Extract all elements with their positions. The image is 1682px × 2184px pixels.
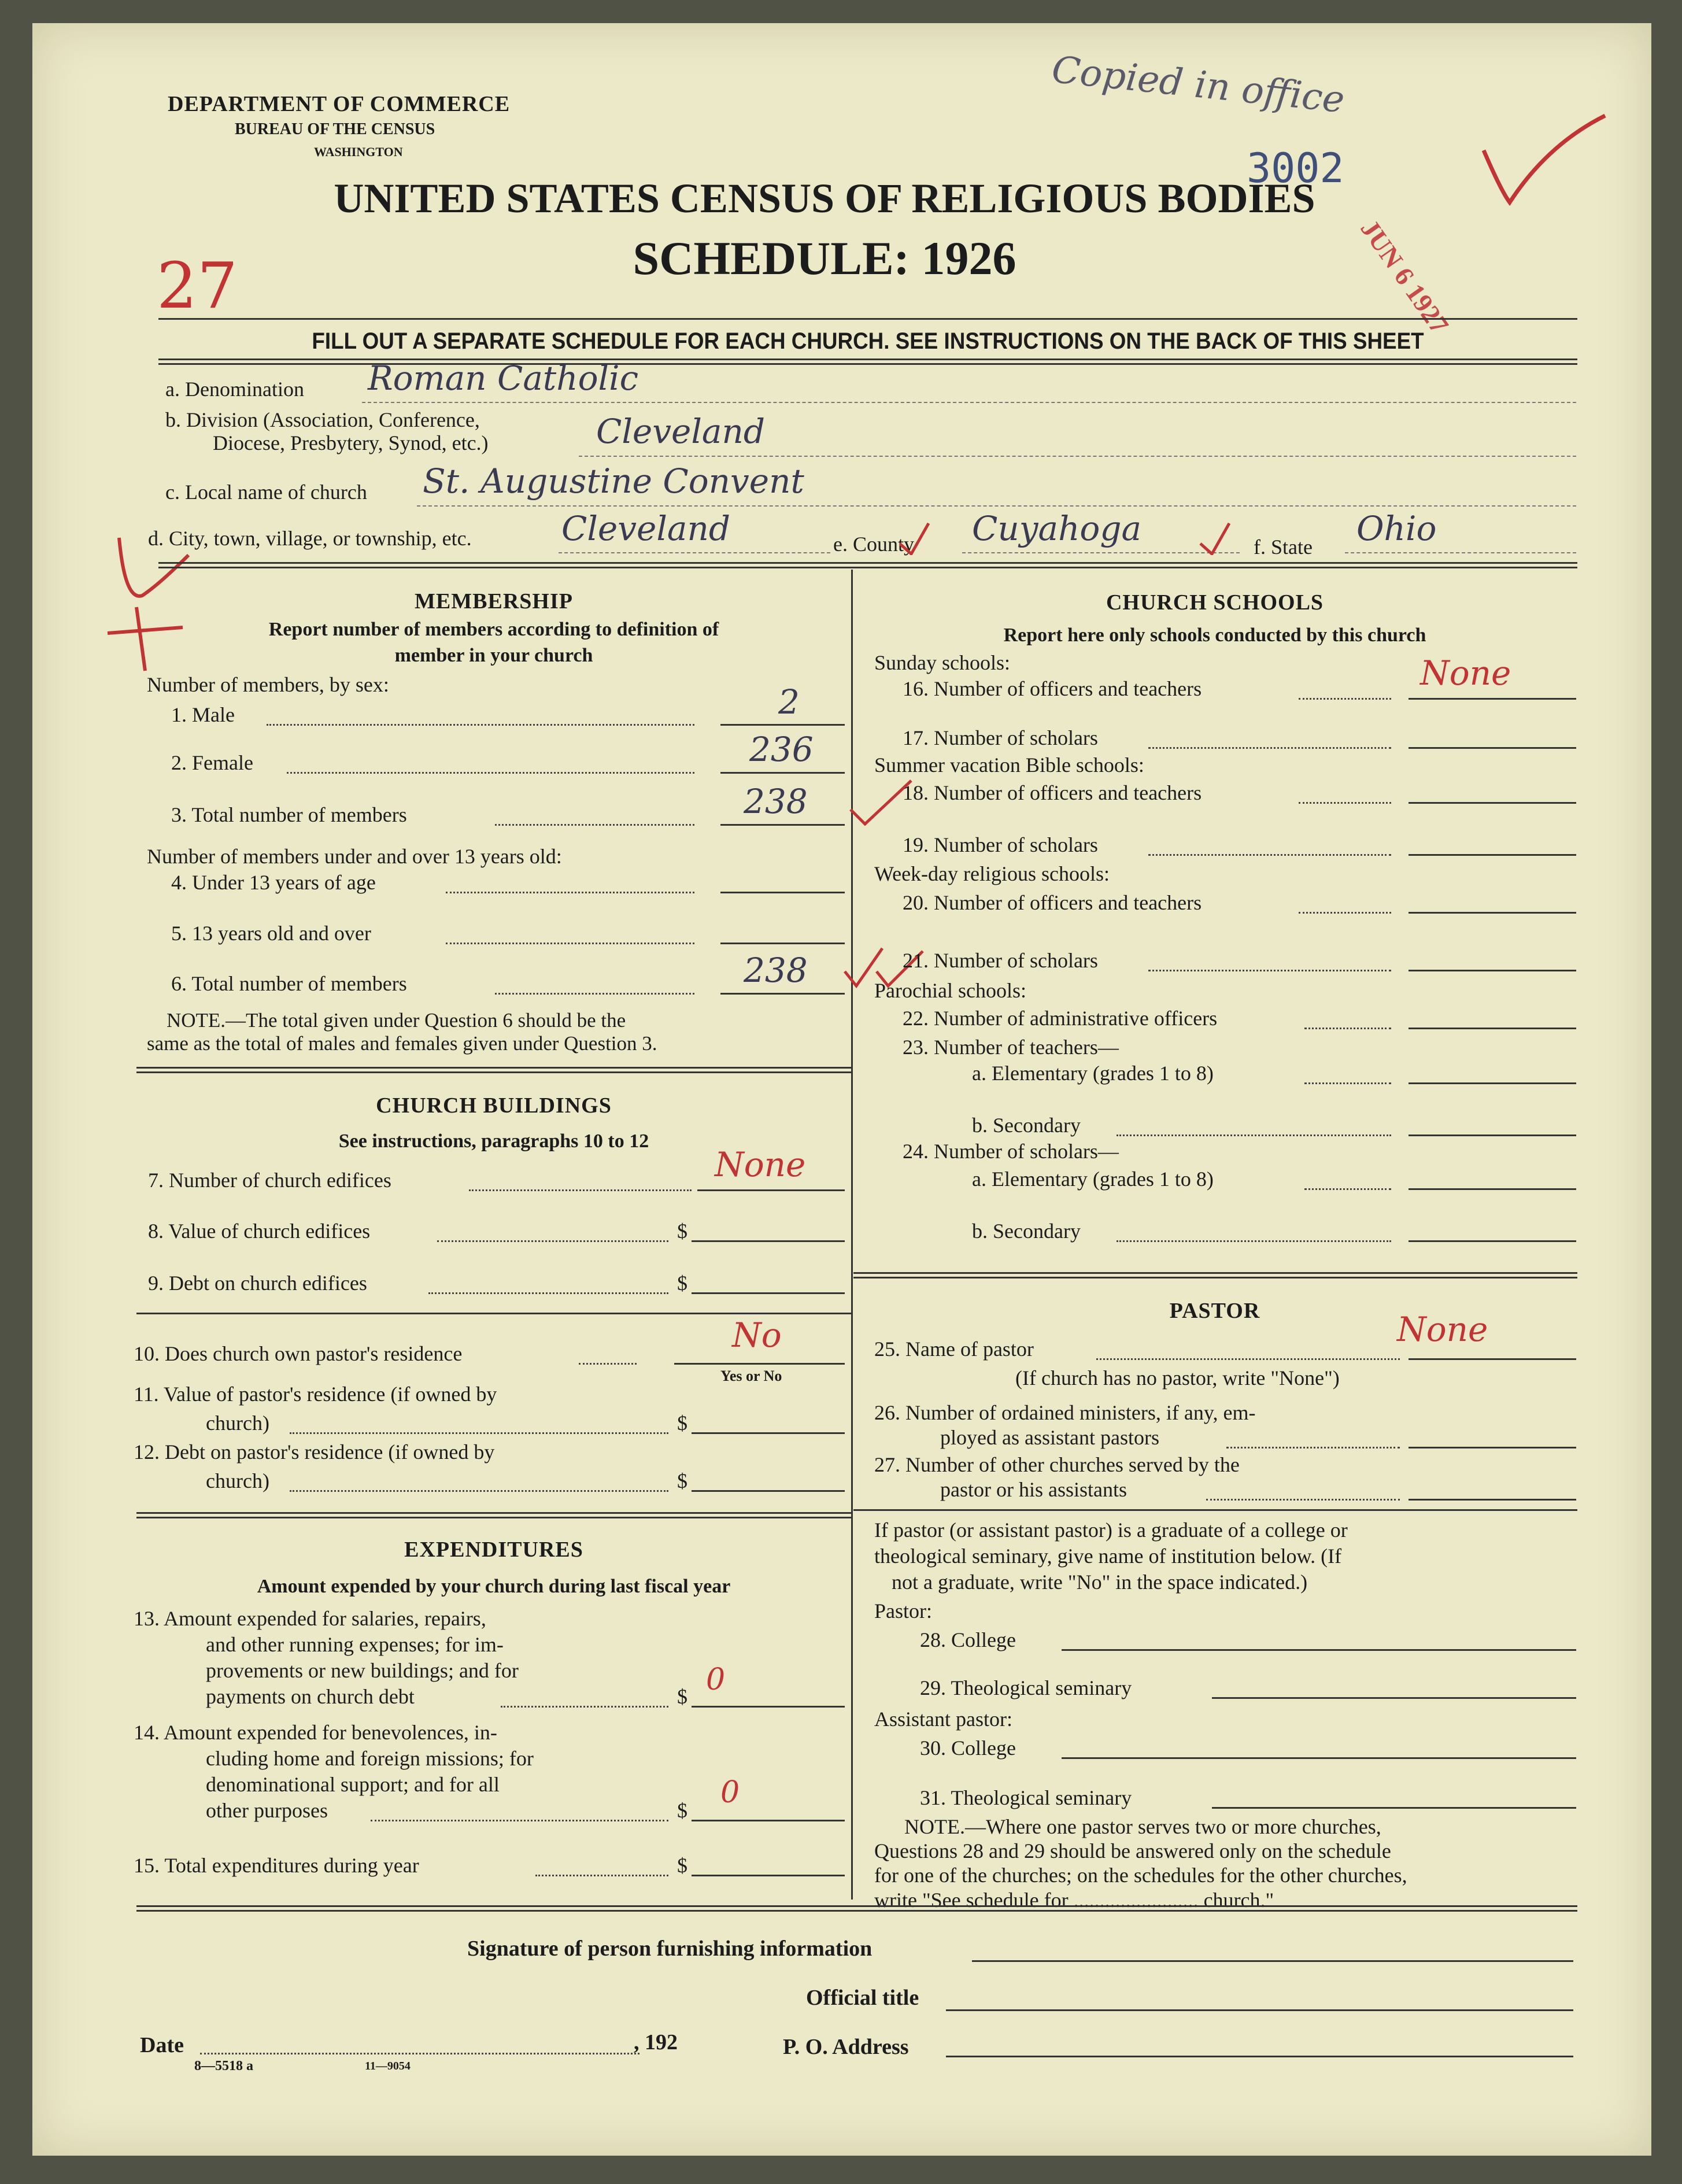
margin-number: 27 [157, 249, 238, 323]
county-value[interactable]: Cuyahoga [972, 509, 1142, 548]
q14-label-3: denominational support; and for all [206, 1773, 500, 1796]
q4-label: 4. Under 13 years of age [171, 871, 376, 894]
q20-leader [1299, 912, 1391, 914]
instruction-bar: FILL OUT A SEPARATE SCHEDULE FOR EACH CHURCH. SEE INSTRUCTIONS ON THE BACK OF THIS SHEET [312, 328, 1424, 354]
q12-answer-line [692, 1490, 845, 1492]
q7-label: 7. Number of church edifices [148, 1169, 391, 1192]
q13-leader [501, 1706, 668, 1708]
city-value[interactable]: Cleveland [561, 509, 730, 548]
church-schools-heading: CHURCH SCHOOLS [1106, 590, 1324, 615]
q23b-leader [1117, 1135, 1391, 1136]
q24-label: 24. Number of scholars— [903, 1140, 1119, 1163]
q14-answer-line [692, 1820, 845, 1821]
q8-leader [437, 1240, 668, 1242]
q13-label-1: 13. Amount expended for salaries, repairs, [134, 1607, 486, 1630]
q16-officers-teachers-value[interactable]: None [1420, 653, 1511, 693]
q17-label: 17. Number of scholars [903, 726, 1098, 749]
q25-answer-line [1409, 1358, 1576, 1360]
q7-leader [469, 1189, 692, 1191]
column-divider [851, 570, 853, 1900]
church-buildings-heading: CHURCH BUILDINGS [376, 1093, 612, 1118]
church-name-label: c. Local name of church [165, 481, 367, 504]
q14-leader [371, 1820, 668, 1821]
q30-answer-line [1062, 1757, 1576, 1759]
q15-leader [535, 1875, 668, 1876]
denomination-value[interactable]: Roman Catholic [368, 359, 639, 398]
graduate-instruction-1: If pastor (or assistant pastor) is a graduate of a college or [874, 1518, 1348, 1542]
membership-subtitle-1: Report number of members according to definition of [268, 619, 719, 640]
q4-leader [446, 892, 694, 893]
q10-leader [579, 1363, 637, 1365]
q10-label: 10. Does church own pastor's residence [134, 1342, 463, 1365]
date-line[interactable] [200, 2053, 639, 2054]
county-label: e. County [833, 533, 914, 556]
state-line [1345, 552, 1576, 553]
q5-label: 5. 13 years old and over [171, 922, 371, 945]
q20-label: 20. Number of officers and teachers [903, 891, 1202, 914]
graduate-instruction-2: theological seminary, give name of institution below. (If [874, 1544, 1342, 1568]
q12-leader [290, 1490, 668, 1492]
q22-answer-line [1409, 1028, 1576, 1029]
q21-answer-line [1409, 970, 1576, 971]
official-title-line[interactable] [946, 2009, 1573, 2011]
q8-label: 8. Value of church edifices [148, 1220, 371, 1243]
form-title: UNITED STATES CENSUS OF RELIGIOUS BODIES [334, 175, 1315, 221]
pastor-rule [853, 1509, 1577, 1511]
expenditures-heading: EXPENDITURES [404, 1538, 583, 1562]
q28-answer-line [1062, 1649, 1576, 1651]
q13-dollar-sign: $ [677, 1685, 687, 1708]
q27-answer-line [1409, 1499, 1576, 1501]
q16-answer-line [1409, 698, 1576, 700]
q2-female-value[interactable]: 236 [749, 730, 814, 769]
q19-leader [1148, 854, 1391, 856]
signature-label: Signature of person furnishing information [467, 1937, 873, 1961]
q9-leader [428, 1292, 668, 1294]
q9-label: 9. Debt on church edifices [148, 1272, 367, 1295]
q7-edifices-value[interactable]: None [715, 1145, 806, 1184]
q6-total-value[interactable]: 238 [744, 951, 808, 990]
church-name-line [417, 505, 1576, 507]
q23-label: 23. Number of teachers— [903, 1036, 1119, 1059]
q5-answer-line [720, 943, 845, 944]
q11-answer-line [692, 1432, 845, 1434]
q15-dollar-sign: $ [677, 1854, 687, 1877]
q21-leader [1148, 970, 1391, 971]
verification-ticks-icon [900, 520, 1304, 555]
q13-running-expenses-value[interactable]: 0 [706, 1662, 726, 1697]
q12-label-1: 12. Debt on pastor's residence (if owned by [134, 1440, 495, 1464]
q9-answer-line [692, 1292, 845, 1294]
q25-pastor-name-value[interactable]: None [1397, 1310, 1488, 1349]
q2-leader [287, 772, 694, 774]
q6-answer-line [720, 993, 845, 995]
q5-leader [446, 943, 694, 944]
city-line [559, 552, 830, 553]
stamp-number: 3002 [1247, 145, 1344, 192]
q28-label: 28. College [920, 1628, 1016, 1651]
q9-dollar-sign: $ [677, 1272, 687, 1295]
q16-label: 16. Number of officers and teachers [903, 677, 1202, 700]
q19-answer-line [1409, 854, 1576, 856]
q23a-label: a. Elementary (grades 1 to 8) [972, 1062, 1214, 1085]
header-rule [158, 318, 1577, 320]
division-line [579, 456, 1576, 457]
membership-heading: MEMBERSHIP [415, 589, 573, 614]
q26-leader [1226, 1447, 1400, 1448]
sunday-schools-label: Sunday schools: [874, 651, 1011, 674]
schools-rule [853, 1272, 1577, 1278]
q25-label: 25. Name of pastor [874, 1337, 1034, 1361]
q27-label-1: 27. Number of other churches served by the [874, 1453, 1240, 1476]
q14-dollar-sign: $ [677, 1799, 687, 1822]
q11-label-2: church) [206, 1411, 269, 1435]
membership-subtitle-2: member in your church [394, 645, 593, 666]
q4-answer-line [720, 892, 845, 893]
assistant-pastor-label: Assistant pastor: [874, 1708, 1012, 1731]
members-by-age-label: Number of members under and over 13 years old: [147, 845, 562, 868]
q13-label-3: provements or new buildings; and for [206, 1659, 519, 1682]
schools-subtitle: Report here only schools conducted by this church [1003, 624, 1426, 646]
state-label: f. State [1254, 535, 1313, 559]
q2-label: 2. Female [171, 751, 253, 774]
buildings-rule [136, 1512, 851, 1518]
form-number: 8—5518 a [194, 2059, 253, 2074]
q11-leader [290, 1432, 668, 1434]
q26-label-1: 26. Number of ordained ministers, if any, em- [874, 1401, 1256, 1424]
q24b-label: b. Secondary [972, 1220, 1081, 1243]
q25-hint: (If church has no pastor, write "None") [1015, 1366, 1340, 1390]
q18-label: 18. Number of officers and teachers [903, 781, 1202, 804]
q2-answer-line [720, 772, 845, 774]
q12-dollar-sign: $ [677, 1469, 687, 1492]
q11-dollar-sign: $ [677, 1411, 687, 1435]
q10-answer-line [674, 1363, 845, 1365]
summer-schools-label: Summer vacation Bible schools: [874, 753, 1144, 777]
date-label: Date [140, 2033, 184, 2057]
membership-rule [136, 1067, 851, 1073]
members-by-sex-label: Number of members, by sex: [147, 673, 389, 696]
q24b-answer-line [1409, 1240, 1576, 1242]
q12-label-2: church) [206, 1469, 269, 1492]
q24a-label: a. Elementary (grades 1 to 8) [972, 1167, 1214, 1191]
date-year-prefix: , 192 [634, 2030, 678, 2054]
expenditures-subtitle: Amount expended by your church during last fiscal year [257, 1576, 731, 1597]
bureau-city: WASHINGTON [314, 145, 403, 159]
bureau-name: BUREAU OF THE CENSUS [235, 120, 435, 138]
pastor-sub-label: Pastor: [874, 1599, 933, 1623]
q27-label-2: pastor or his assistants [940, 1478, 1127, 1501]
q23b-label: b. Secondary [972, 1114, 1081, 1137]
po-address-line[interactable] [946, 2056, 1573, 2057]
q17-leader [1148, 747, 1391, 749]
q1-leader [267, 724, 694, 726]
q3-answer-line [720, 824, 845, 826]
q19-label: 19. Number of scholars [903, 833, 1098, 856]
pastor-note-4: write "See schedule for ........................ church." [874, 1889, 1274, 1912]
q3-leader [495, 824, 694, 826]
q6-label: 6. Total number of members [171, 972, 407, 995]
q23a-leader [1304, 1082, 1391, 1084]
q30-label: 30. College [920, 1736, 1016, 1760]
graduate-instruction-3: not a graduate, write "No" in the space indicated.) [892, 1570, 1308, 1594]
q1-answer-line [720, 724, 845, 726]
q29-answer-line [1212, 1697, 1576, 1699]
division-value[interactable]: Cleveland [596, 412, 765, 451]
q8-dollar-sign: $ [677, 1220, 687, 1243]
membership-note-1: NOTE.—The total given under Question 6 should be the [167, 1009, 626, 1032]
pastor-heading: PASTOR [1169, 1299, 1260, 1323]
q31-answer-line [1212, 1807, 1576, 1809]
q10-hint: Yes or No [720, 1368, 782, 1384]
check-mark-icon [1478, 110, 1611, 208]
q24a-leader [1304, 1188, 1391, 1190]
q17-answer-line [1409, 747, 1576, 749]
q20-answer-line [1409, 912, 1576, 914]
q29-label: 29. Theological seminary [920, 1676, 1132, 1699]
q6-leader [495, 993, 694, 995]
q22-label: 22. Number of administrative officers [903, 1007, 1218, 1030]
q24b-leader [1117, 1240, 1391, 1242]
q18-answer-line [1409, 802, 1576, 804]
q13-label-4: payments on church debt [206, 1685, 415, 1708]
census-schedule-sheet [32, 23, 1651, 2156]
q13-label-2: and other running expenses; for im- [206, 1633, 504, 1656]
q10-residence-value[interactable]: No [732, 1315, 782, 1355]
division-label-2: Diocese, Presbytery, Synod, etc.) [213, 431, 489, 454]
department-name: DEPARTMENT OF COMMERCE [168, 92, 511, 116]
q16-leader [1299, 698, 1391, 700]
q14-label-1: 14. Amount expended for benevolences, in- [134, 1721, 497, 1744]
received-date-stamp: JUN 6 1927 [1355, 214, 1455, 339]
schedule-year: SCHEDULE: 1926 [633, 232, 1016, 284]
q1-male-value[interactable]: 2 [778, 682, 800, 722]
pastor-note-3: for one of the churches; on the schedules for the other churches, [874, 1864, 1407, 1887]
q23a-answer-line [1409, 1082, 1576, 1084]
pastor-note-1: NOTE.—Where one pastor serves two or more churches, [904, 1815, 1381, 1838]
denomination-line [362, 402, 1576, 403]
q31-label: 31. Theological seminary [920, 1786, 1132, 1809]
q11-label-1: 11. Value of pastor's residence (if owned by [134, 1383, 497, 1406]
q13-answer-line [692, 1706, 845, 1708]
section-rule-top [158, 562, 1577, 568]
q18-leader [1299, 802, 1391, 804]
footer-rule [136, 1905, 1577, 1912]
q15-label: 15. Total expenditures during year [134, 1854, 419, 1877]
church-name-value[interactable]: St. Augustine Convent [423, 461, 804, 501]
q14-benevolences-value[interactable]: 0 [720, 1775, 740, 1810]
q15-answer-line [692, 1875, 845, 1876]
buildings-mid-rule [136, 1313, 851, 1314]
denomination-label: a. Denomination [165, 378, 304, 401]
q27-leader [1206, 1499, 1400, 1501]
po-address-label: P. O. Address [783, 2035, 909, 2059]
buildings-subtitle: See instructions, paragraphs 10 to 12 [338, 1130, 649, 1152]
weekday-schools-label: Week-day religious schools: [874, 862, 1110, 885]
q21-label: 21. Number of scholars [903, 949, 1098, 972]
division-label-1: b. Division (Association, Conference, [165, 408, 480, 431]
q14-label-2: cluding home and foreign missions; for [206, 1747, 534, 1770]
q3-label: 3. Total number of members [171, 803, 407, 826]
q25-leader [1096, 1358, 1400, 1360]
q3-total-value[interactable]: 238 [744, 782, 808, 821]
q26-label-2: ployed as assistant pastors [940, 1426, 1159, 1449]
q24a-answer-line [1409, 1188, 1576, 1190]
q1-label: 1. Male [171, 703, 235, 726]
q23b-answer-line [1409, 1135, 1576, 1136]
print-number: 11—9054 [365, 2060, 411, 2072]
q14-label-4: other purposes [206, 1799, 328, 1822]
city-label: d. City, town, village, or township, etc. [148, 527, 472, 550]
q7-answer-line [697, 1189, 845, 1191]
q22-leader [1304, 1028, 1391, 1029]
pastor-note-2: Questions 28 and 29 should be answered only on the schedule [874, 1839, 1391, 1863]
state-value[interactable]: Ohio [1356, 509, 1437, 548]
copied-in-office-note: Copied in office [1049, 48, 1347, 122]
official-title-label: Official title [806, 1986, 919, 2010]
signature-line[interactable] [972, 1960, 1573, 1962]
q8-answer-line [692, 1240, 845, 1242]
q26-answer-line [1409, 1447, 1576, 1448]
membership-note-2: same as the total of males and females given under Question 3. [147, 1032, 657, 1055]
parochial-schools-label: Parochial schools: [874, 979, 1026, 1002]
